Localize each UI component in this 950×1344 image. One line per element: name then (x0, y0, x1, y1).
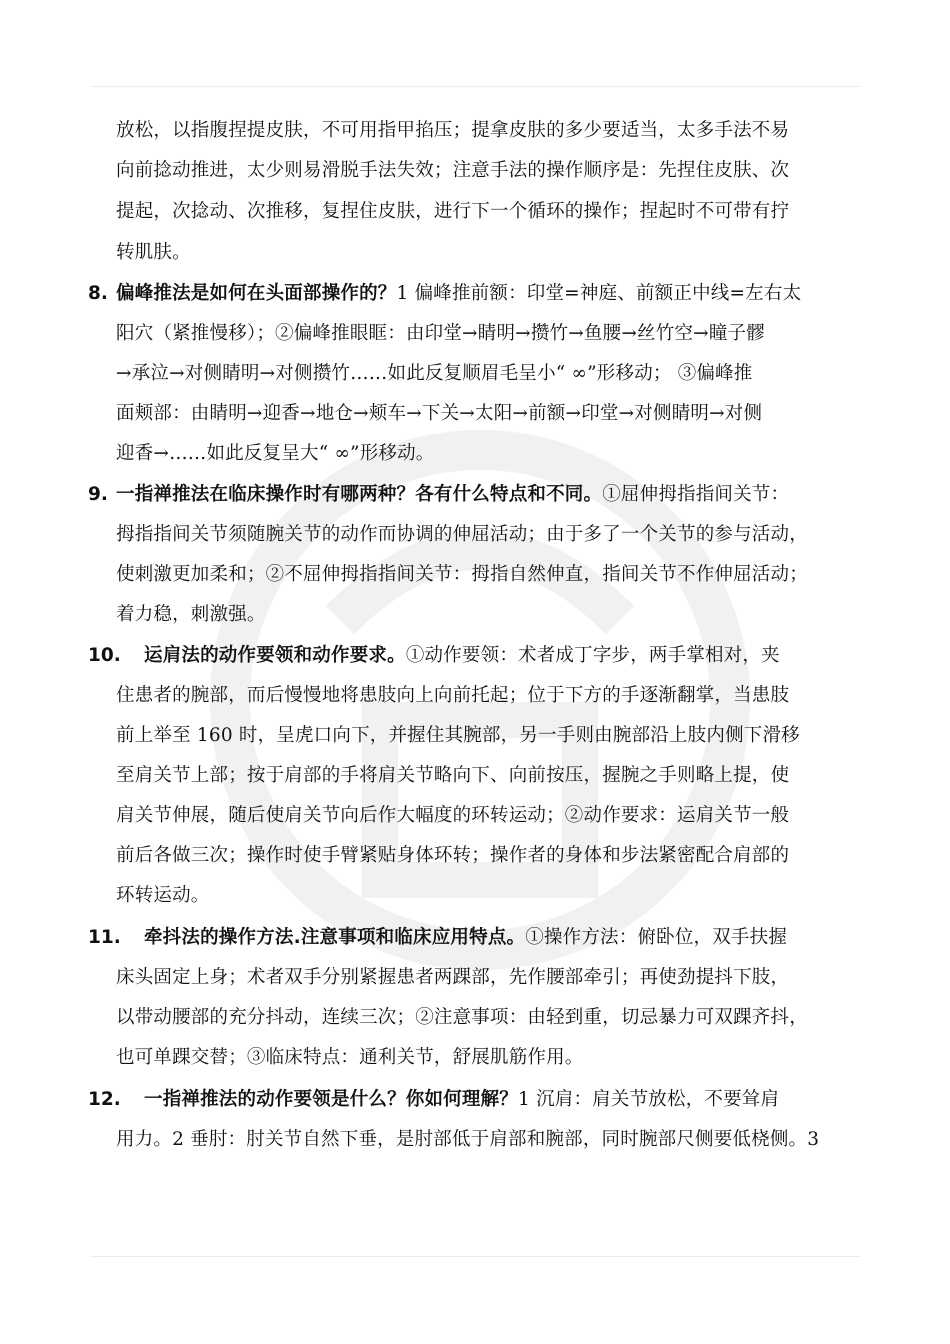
item-first-line (116, 281, 801, 307)
item-question: 运肩法的动作要领和动作要求。 (144, 645, 406, 666)
item-question: 一指禅推法在临床操作时有哪两种？各有什么特点和不同。 (116, 484, 603, 505)
paragraph-line: 前上举至 160 时，呈虎口向下，并握住其腕部，另一手则由腕部沿上肢内侧下滑移 (116, 725, 800, 746)
item-first-line (144, 925, 787, 951)
paragraph-line: 以带动腰部的充分抖动，连续三次；②注意事项：由轻到重，切忌暴力可双踝齐抖， (116, 1007, 808, 1028)
paragraph-line: 放松，以指腹捏提皮肤，不可用指甲掐压；提拿皮肤的多少要适当，太多手法不易 (116, 120, 790, 141)
paragraph-line: 住患者的腕部，而后慢慢地将患肢向上向前托起；位于下方的手逐渐翻掌，当患肢 (116, 685, 790, 706)
header-rule (90, 86, 860, 87)
paragraph-line: →承泣→对侧睛明→对侧攒竹……如此反复顺眉毛呈小“ ∞”形移动； ③偏峰推 (116, 363, 753, 384)
paragraph-line: 向前捻动推进，太少则易滑脱手法失效；注意手法的操作顺序是：先捏住皮肤、次 (116, 160, 790, 181)
item-number: 10. (88, 645, 121, 666)
paragraph-line: 提起，次捻动、次推移，复捏住皮肤，进行下一个循环的操作；捏起时不可带有拧 (116, 201, 790, 222)
item-question: 牵抖法的操作方法.注意事项和临床应用特点。 (144, 927, 526, 948)
item-answer-start: ①操作方法：俯卧位，双手扶握 (525, 927, 788, 948)
item-answer-start: ①动作要领：术者成丁字步，两手掌相对，夹 (405, 645, 780, 666)
item-question: 偏峰推法是如何在头面部操作的？ (116, 283, 397, 304)
item-answer-start: 1 偏峰推前额：印堂=神庭、前额正中线=左右太 (396, 283, 802, 304)
paragraph-line: 面颊部：由睛明→迎香→地仓→颊车→下关→太阳→前额→印堂→对侧睛明→对侧 (116, 403, 763, 424)
footer-rule (90, 1256, 860, 1257)
paragraph-line: 也可单踝交替；③临床特点：通利关节，舒展肌筋作用。 (116, 1047, 584, 1068)
item-first-line (144, 1087, 779, 1113)
paragraph-line: 阳穴（紧推慢移）；②偏峰推眼眶：由印堂→睛明→攒竹→鱼腰→丝竹空→瞳子髎 (116, 323, 765, 344)
item-number: 12. (88, 1089, 121, 1110)
paragraph-line: 床头固定上身；术者双手分别紧握患者两踝部，先作腰部牵引；再使劲提抖下肢， (116, 967, 790, 988)
paragraph-line: 用力。2 垂肘：肘关节自然下垂，是肘部低于肩部和腕部，同时腕部尺侧要低桡侧。3 (116, 1129, 820, 1150)
item-question: 一指禅推法的动作要领是什么？你如何理解？ (144, 1089, 519, 1110)
paragraph-line: 前后各做三次；操作时使手臂紧贴身体环转；操作者的身体和步法紧密配合肩部的 (116, 845, 790, 866)
item-number: 11. (88, 927, 121, 948)
item-number: 8. (88, 283, 108, 304)
paragraph-line: 至肩关节上部；按于肩部的手将肩关节略向下、向前按压，握腕之手则略上提，使 (116, 765, 790, 786)
paragraph-line: 迎香→……如此反复呈大“ ∞”形移动。 (116, 443, 435, 464)
paragraph-line: 环转运动。 (116, 885, 210, 906)
item-first-line (116, 482, 789, 508)
item-first-line (144, 643, 780, 669)
paragraph-line: 着力稳，刺激强。 (116, 604, 266, 625)
paragraph-line: 拇指指间关节须随腕关节的动作而协调的伸屈活动；由于多了一个关节的参与活动， (116, 524, 808, 545)
item-answer-start: ①屈伸拇指指间关节： (602, 484, 790, 505)
item-number: 9. (88, 484, 108, 505)
item-answer-start: 1 沉肩：肩关节放松，不要耸肩 (518, 1089, 780, 1110)
paragraph-line: 转肌肤。 (116, 242, 191, 263)
paragraph-line: 肩关节伸展，随后使肩关节向后作大幅度的环转运动；②动作要求：运肩关节一般 (116, 805, 790, 826)
paragraph-line: 使刺激更加柔和；②不屈伸拇指指间关节：拇指自然伸直，指间关节不作伸屈活动； (116, 564, 808, 585)
